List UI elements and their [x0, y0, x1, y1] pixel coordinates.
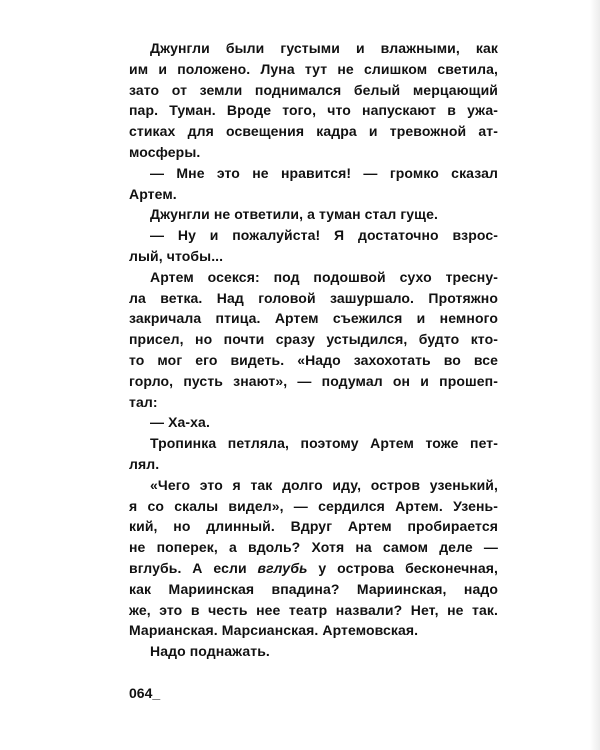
text-line: пар. Туман. Вроде того, что напускают в ужа-	[129, 102, 498, 119]
text-line: закричала птица. Артем съежился и немного	[129, 310, 498, 327]
text-line: горло, пусть знают», — подумал он и прошеп-	[129, 372, 498, 389]
text-line: Артем.	[129, 185, 177, 202]
text-line: стиках для освещения кадра и тревожной ат-	[129, 123, 498, 140]
text-line: — Мне это не нравится! — громко сказал	[150, 164, 498, 181]
text-line: Надо поднажать.	[150, 643, 270, 660]
page-number: 064_	[129, 685, 161, 701]
text-line: не поперек, а вдоль? Хотя на самом деле —	[129, 539, 498, 556]
body-text	[129, 38, 498, 662]
text-segment: у острова бесконечная,	[307, 559, 498, 576]
text-line: тал:	[129, 393, 158, 410]
text-line: им и положено. Луна тут не слишком светила,	[129, 60, 498, 77]
text-line: Джунгли были густыми и влажными, как	[150, 40, 498, 56]
text-line: «Чего это я так долго иду, остров узенький,	[150, 476, 498, 493]
text-line: кий, но длинный. Вдруг Артем пробирается	[129, 518, 498, 535]
text-line: ла ветка. Над головой зашуршало. Протяжно	[129, 289, 498, 306]
text-line: — Ну и пожалуйста! Я достаточно взрос-	[150, 227, 498, 244]
text-line: Марианская. Марсианская. Артемовская.	[129, 622, 419, 639]
page-edge-shadow	[590, 0, 600, 750]
text-line: же, это в честь нее театр назвали? Нет, не так.	[129, 601, 498, 618]
text-line: Тропинка петляла, поэтому Артем тоже пет-	[150, 435, 498, 452]
text-line	[129, 558, 498, 579]
text-line: то мог его видеть. «Надо захохотать во все	[129, 351, 498, 368]
text-line: как Мариинская впадина? Мариинская, надо	[129, 580, 498, 597]
italic-word: вглубь	[257, 559, 308, 576]
text-line: лый, чтобы...	[129, 247, 224, 264]
text-line: Джунгли не ответили, а туман стал гуще.	[150, 206, 438, 223]
text-line: присел, но почти сразу устыдился, будто кто-	[129, 331, 498, 348]
text-line: мосферы.	[129, 143, 201, 160]
text-line: я со скалы видел», — сердился Артем. Узень-	[129, 497, 498, 514]
text-line: лял.	[129, 455, 160, 472]
text-segment: вглубь. А если	[129, 559, 258, 576]
text-line: — Ха-ха.	[150, 414, 210, 431]
text-line: Артем осекся: под подошвой сухо тресну-	[150, 268, 498, 285]
text-line: зато от земли поднимался белый мерцающий	[129, 81, 498, 98]
